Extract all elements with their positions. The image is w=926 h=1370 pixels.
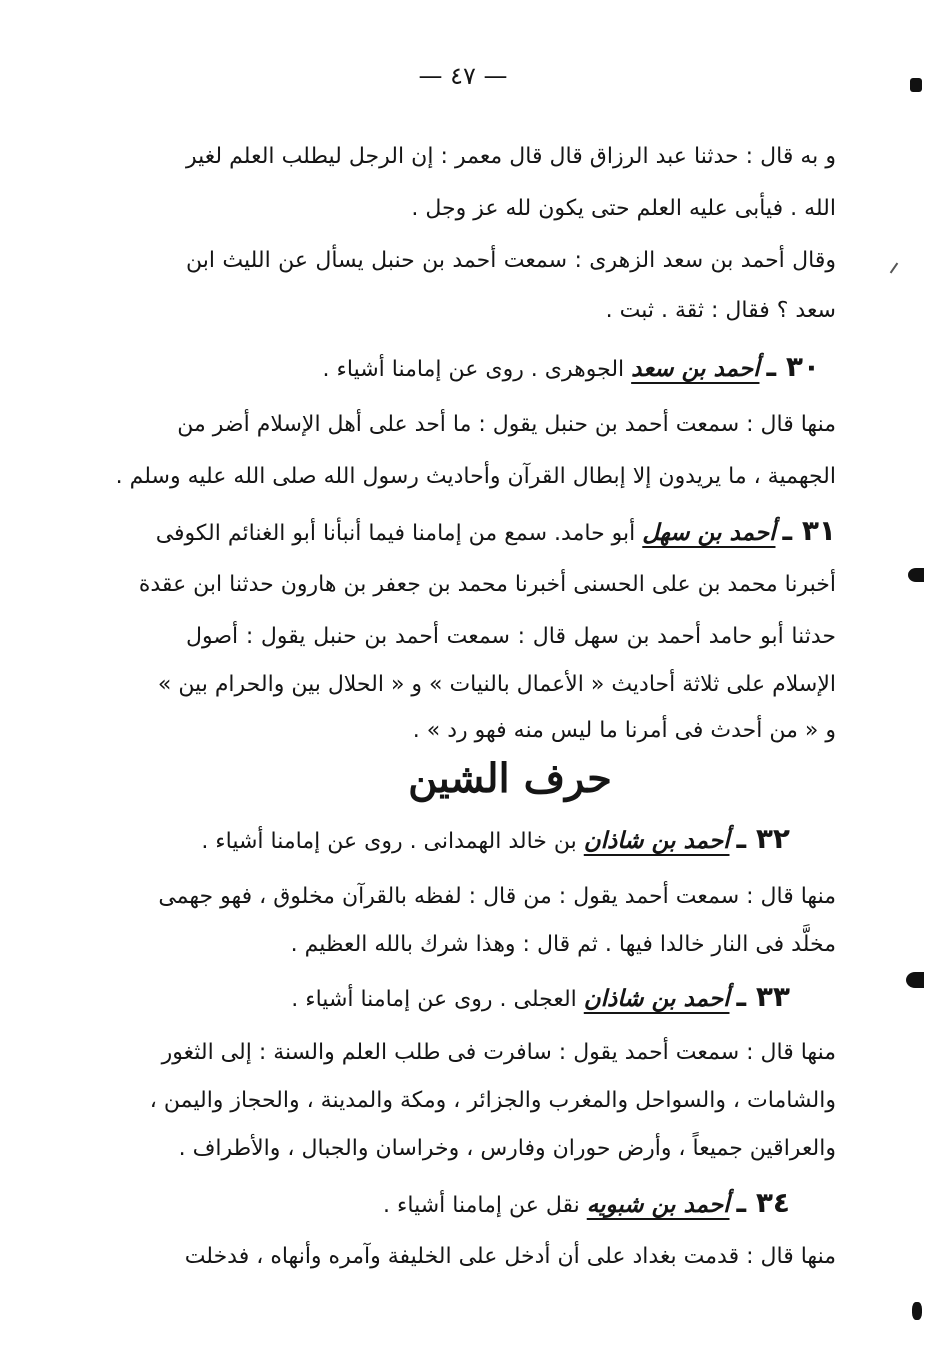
body-line: أخبرنا محمد بن على الحسنى أخبرنا محمد بن جعفر بن هارون حدثنا ابن عقدة bbox=[138, 572, 836, 597]
entry-heading-31 bbox=[155, 514, 836, 548]
entry-number: ٣١ ـ bbox=[782, 514, 836, 547]
entry-heading-33 bbox=[180, 980, 790, 1014]
body-line: مخلَّد فى النار خالدا فيها . ثم قال : وهذا شرك بالله العظيم . bbox=[290, 932, 836, 957]
entry-heading-34 bbox=[180, 1186, 790, 1220]
scan-mark bbox=[912, 1302, 922, 1320]
body-line: و به قال : حدثنا عبد الرزاق قال قال معمر : إن الرجل ليطلب العلم لغير bbox=[186, 144, 836, 169]
entry-number: ٣٣ ـ bbox=[736, 980, 790, 1013]
entry-heading-text: بن خالد الهمدانى . روى عن إمامنا أشياء . bbox=[201, 829, 577, 854]
body-line: منها قال : قدمت بغداد على أن أدخل على الخليفة وآمره وأنهاه ، فدخلت bbox=[184, 1244, 836, 1269]
body-line: والعراقين جميعاً ، وأرض حوران وفارس ، وخراسان والجبال ، والأطراف . bbox=[178, 1136, 836, 1161]
body-line: منها قال : سمعت أحمد يقول : سافرت فى طلب العلم والسنة : إلى الثغور bbox=[161, 1040, 836, 1065]
body-line: منها قال : سمعت أحمد بن حنبل يقول : ما أحد على أهل الإسلام أضر من bbox=[177, 412, 836, 437]
body-line: منها قال : سمعت أحمد يقول : من قال : لفظه بالقرآن مخلوق ، فهو جهمى bbox=[158, 884, 836, 909]
scan-mark bbox=[890, 263, 899, 274]
entry-name: أحمد بن شبويه bbox=[586, 1192, 730, 1218]
entry-heading-text: العجلى . روى عن إمامنا أشياء . bbox=[291, 987, 577, 1012]
body-line: وقال أحمد بن سعد الزهرى : سمعت أحمد بن حنبل يسأل عن الليث ابن bbox=[186, 248, 836, 273]
entry-number: ٣٢ ـ bbox=[736, 822, 790, 855]
body-line: حدثنا أبو حامد أحمد بن سهل قال : سمعت أحمد بن حنبل يقول : أصول bbox=[186, 624, 836, 649]
entry-heading-30 bbox=[170, 350, 820, 384]
scan-mark bbox=[906, 972, 924, 988]
page-number: — ٤٧ — bbox=[418, 62, 508, 90]
section-heading: حرف الشين bbox=[408, 755, 612, 802]
body-line: و « من أحدث فى أمرنا ما ليس منه فهو رد » . bbox=[412, 718, 836, 743]
entry-heading-text: أبو حامد. سمع من إمامنا فيما أنبأنا أبو الغنائم الكوفى bbox=[155, 521, 636, 546]
body-line: والشامات ، والسواحل والمغرب والجزائر ، ومكة والمدينة ، والحجاز واليمن ، bbox=[149, 1088, 836, 1113]
entry-heading-text: نقل عن إمامنا أشياء . bbox=[383, 1193, 580, 1218]
entry-heading-text: الجوهرى . روى عن إمامنا أشياء . bbox=[322, 357, 625, 382]
body-line: الجهمية ، ما يريدون إلا إبطال القرآن وأحاديث رسول الله صلى الله عليه وسلم . bbox=[115, 464, 836, 489]
scan-mark bbox=[908, 568, 924, 582]
entry-heading-32 bbox=[180, 822, 790, 856]
entry-name: أحمد بن سعد bbox=[631, 356, 760, 382]
entry-name: أحمد بن سهل bbox=[642, 520, 776, 546]
entry-number: ٣٠ ـ bbox=[766, 350, 820, 383]
entry-name: أحمد بن شاذان bbox=[583, 828, 730, 854]
body-line: سعد ؟ فقال : ثقة . ثبت . bbox=[605, 298, 836, 323]
scan-mark bbox=[910, 78, 922, 92]
entry-number: ٣٤ ـ bbox=[736, 1186, 790, 1219]
body-line: الإسلام على ثلاثة أحاديث « الأعمال بالنيات » و « الحلال بين والحرام بين » bbox=[157, 672, 836, 697]
body-line: الله . فيأبى عليه العلم حتى يكون لله عز وجل . bbox=[411, 196, 836, 221]
entry-name: أحمد بن شاذان bbox=[583, 986, 730, 1012]
